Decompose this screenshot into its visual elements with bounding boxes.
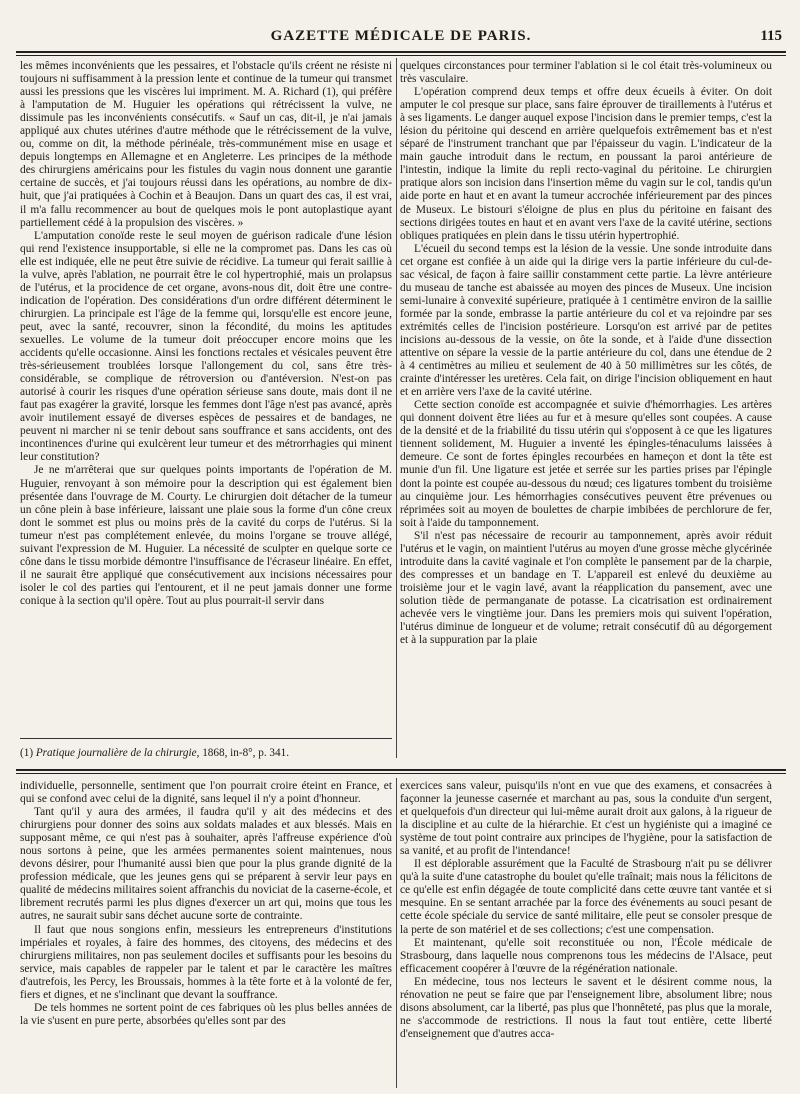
footnote-marker: (1) [20, 747, 34, 759]
article-column-right [400, 60, 772, 760]
paragraph: L'amputation conoïde reste le seul moyen de guérison radicale d'une lésion qui rend l'existence insupportable, si elle ne la compromet pas. Dans les cas où elle est indiquée, elle ne peut être suivie de récidive. La tumeur qui ferait saillie à la vulve, après l'ablation, ne pourrait être le col hypertrophié, mais un prolapsus de l'utérus, et la procidence de cet organe, avons-nous dit, doit être une contre-indication de l'opération. Des considérations d'un ordre différent déterminent le chirurgien. La principale est l'âge de la femme qui, lorsqu'elle est encore jeune, peut, avec la santé, recouvrer, sinon la fécondité, du moins les aptitudes sexuelles. Le volume de la tumeur doit préoccuper encore moins que les accidents qu'elle occasionne. Ainsi les fonctions rectales et vésicales peuvent être très-sérieusement troublées lorsque l'allongement du col, sans être très-considérable, se complique de rétroversion ou d'antéversion. N'est-on pas autorisé à courir les risques d'une opération sérieuse sans doute, mais dont il ne faut pas exagérer la gravité, lorsque les femmes dont l'âge n'est pas avancé, après avoir inutilement essayé de diverses espèces de pessaires et de bandages, ne peuvent ni marcher ni se tenir debout sans souffrance et sans accidents, ont des incontinences d'urine qui exulcèrent leur tumeur et des métrorrhagies qui minent leur constitution? [20, 229, 392, 464]
article-column-left [20, 60, 392, 730]
footnote [20, 747, 390, 759]
paragraph: Il faut que nous songions enfin, messieurs les entrepreneurs d'institutions impériales et royales, à faire des hommes, des citoyens, des médecins et des chirurgiens militaires, non pas seulement dociles et suffisants pour les besoins du service, mais capables de rappeler par le talent et par le caractère les maîtres d'autrefois, les Percy, les Broussais, hommes à la tête forte et à la volonté de fer, fiers et dignes, et ne s'inclinant que devant la souffrance. [20, 923, 392, 1001]
section-rule [16, 769, 786, 771]
feuilleton-column-right [400, 780, 772, 1086]
footnote-rule [20, 738, 392, 739]
page-header [16, 26, 786, 48]
paragraph: quelques circonstances pour terminer l'ablation si le col était très-volumineux ou très vasculaire. [400, 60, 772, 86]
paragraph: Tant qu'il y aura des armées, il faudra qu'il y ait des médecins et des chirurgiens pour donner des soins aux soldats malades et aux blessés. Mais en supposant même, ce qui n'est pas à souhaiter, après l'affreuse expérience d'où nous sortons à peine, que les armées permanentes soient maintenues, nous devons désirer, pour l'humanité aussi bien que pour la plus grande dignité de la profession médicale, que les jeunes gens qui se préparent à servir leur pays en qualité de médecins militaires soient affranchis du noviciat de la caserne-école, et librement recrutés parmi les plus dignes d'exercer un art qui, moins que tous les autres, ne saurait subir sans déchet aucune sorte de contrainte. [20, 806, 392, 923]
paragraph: les mêmes inconvénients que les pessaires, et l'obstacle qu'ils créent ne résiste ni toujours ni suffisamment à la pression lente et continue de la tumeur qui transmet aussi les pressions que les viscères lui impriment. M. A. Richard (1), qui préfère à l'amputation de M. Huguier les opérations qui rétrécissent la vulve, ne dissimule pas les inconvénients consécutifs. « Sauf un cas, dit-il, je n'ai jamais appliqué aux chutes utérines d'autre méthode que le rétrécissement de la vulve, ou, comme on dit, la méthode périnéale, très-communément mise en usage et depuis longtemps en Allemagne et en Angleterre. Les principes de la méthode des chirurgiens américains pour les fistules du vagin nous donnent une garantie certaine de succès, et j'ai toujours réussi dans les opérations, au nombre de dix-huit, que j'ai pratiquées à Cochin et à Beaujon. Dans un quart des cas, il est vrai, il m'a fallu recommencer au bout de quelques mois le pont autoplastique ayant partiellement cédé à la propulsion des viscères. » [20, 60, 392, 229]
paragraph: individuelle, personnelle, sentiment que l'on pourrait croire éteint en France, et qui se confond avec celui de la dignité, sans lequel il n'y a point d'honneur. [20, 780, 392, 806]
page-number: 115 [760, 28, 782, 44]
header-rule-thin [16, 55, 786, 56]
header-rule [16, 51, 786, 53]
paragraph: De tels hommes ne sortent point de ces fabriques où les plus belles années de la vie s'usent en pure perte, absorbées qu'elles sont par des [20, 1001, 392, 1027]
column-divider [396, 58, 397, 758]
paragraph: Il est déplorable assurément que la Faculté de Strasbourg n'ait pu se délivrer qu'à la suite d'une catastrophe du boulet qu'elle traînait; mais nous la félicitons de ce qu'elle est enfin dégagée de toute complicité dans cette œuvre tant vantée et si mesquine. En se sentant arrachée par la force des événements au souci pesant de cette école spéciale du service de santé militaire, elle peut se consoler presque de la perte de son matériel et de ses collections; c'est une compensation. [400, 858, 772, 936]
paragraph: En médecine, tous nos lecteurs le savent et le désirent comme nous, la rénovation ne peut se faire que par l'enseignement libre, absolument libre; nous disons absolument, car la liberté, pas plus que l'honnêteté, pas plus que la morale, ne s'accommode de restrictions. Il nous la faut tout entière, cette liberté d'enseignement que d'autres acca- [400, 975, 772, 1040]
paragraph: Cette section conoïde est accompagnée et suivie d'hémorrhagies. Les artères qui donnent doivent être liées au fur et à mesure qu'elles sont coupées. A cause de la densité et de la friabilité du tissu utérin qui s'opposent à ce que les ligatures tiennent solidement, M. Huguier a inventé les épingles-ténaculums laissées à demeure. Ce sont de fortes épingles recourbées en hameçon et dont la tête est munie d'un fil. Une ligature est jetée et serrée sur les parties prises par l'épingle dont la pointe est coupée au-dessous du nœud; ces ligatures tombent du troisième au cinquième jour. Les hémorrhagies consécutives peuvent être prévenues ou réprimées soit au moyen de boulettes de charpie imbibées de perchlorure de fer, soit à l'aide du tamponnement. [400, 399, 772, 529]
column-divider-bottom [396, 778, 397, 1088]
paragraph: L'opération comprend deux temps et offre deux écueils à éviter. On doit amputer le col presque sur place, sans faire éprouver de tiraillements à l'utérus et à ses ligaments. Le danger auquel expose l'incision dans le premier temps, c'est la lésion du péritoine qui descend en arrière quelquefois extrêmement bas et n'est séparé de l'instrument tranchant que par l'épaisseur du vagin. L'indicateur de la main gauche introduit dans le rectum, en poussant la paroi antérieure de l'intestin, indique la limite du repli recto-vaginal du péritoine. Le chirurgien pratique alors son incision dans l'insertion même du vagin sur le col, tandis qu'un aide porte en haut et en avant la tumeur accrochée inférieurement par des pinces de Museux. Le bistouri s'éloigne de plus en plus du péritoine en faisant des sections dirigées toutes en haut et en avant vers l'axe de la cavité utérine, sections obliques pratiquées en plein dans le tissu utérin hypertrophié. [400, 86, 772, 242]
paragraph: L'écueil du second temps est la lésion de la vessie. Une sonde introduite dans cet organe est confiée à un aide qui la dirige vers la partie inférieure du cul-de-sac vésical, de façon à faire saillir constamment cette partie. La lèvre antérieure du museau de tanche est abaissée au moyen des pinces de Museux. Une incision semi-lunaire à convexité supérieure, pratiquée à 1 centimètre environ de la saillie formée par la sonde, embrasse la partie antérieure du col et va rejoindre par ses extrémités celles de l'incision postérieure. Lorsqu'on est arrivé par de petites incisions au-dessous de la vessie, on ôte la sonde, et à l'aide d'une dissection attentive on sépare la vessie de la partie antérieure du col, dans une étendue de 2 à 4 centimètres au milieu et seulement de 40 à 50 millimètres sur les côtés, de crainte d'intéresser les uretères. Cela fait, on dirige l'incision obliquement en haut et en arrière vers l'axe de la cavité utérine. [400, 242, 772, 399]
paragraph: S'il n'est pas nécessaire de recourir au tamponnement, après avoir réduit l'utérus et le vagin, on maintient l'utérus au moyen d'une grosse mèche glycérinée introduite dans la cavité vaginale et l'on complète le pansement par de la charpie, des compresses et un bandage en T. L'appareil est enlevé du deuxième au troisième jour et le vagin lavé, avant la réapplication du pansement, avec une solution tiède de permanganate de potasse. La cicatrisation est ordinairement achevée vers le vingtième jour. Dans les premiers mois qui suivent l'opération, l'utérus diminue de longueur et de volume; retrait consécutif dû au dégorgement et à la suppuration par la plaie [400, 529, 772, 647]
footnote-title: Pratique journalière de la chirurgie [35, 747, 197, 759]
section-rule-thin [16, 773, 786, 774]
paragraph: exercices sans valeur, puisqu'ils n'ont en vue que des examens, et consacrées à façonner la jeunesse casernée et marchant au pas, sous la conduite d'un sergent, et quelquefois d'un directeur qui lui-même aurait droit aux galons, à la rigueur de la discipline et au culte de la hiérarchie. Et c'est un hygiéniste qui a imaginé ce système de tout point contraire aux principes de l'hygiène, pour la satisfaction de sa vanité, et au profit de l'intendance! [400, 780, 772, 858]
journal-title: GAZETTE MÉDICALE DE PARIS. [270, 28, 532, 44]
paragraph: Et maintenant, qu'elle soit reconstituée ou non, l'École médicale de Strasbourg, dans laquelle nous comprenons tous les médecins de l'Alsace, peut efficacement coopérer à l'œuvre de la régénération nationale. [400, 936, 772, 975]
feuilleton-column-left [20, 780, 392, 1086]
footnote-details: , 1868, in-8°, p. 341. [196, 747, 290, 759]
paragraph: Je ne m'arrêterai que sur quelques points importants de l'opération de M. Huguier, renvoyant à son mémoire pour la description qui est également bien présentée dans l'ouvrage de M. Courty. Le chirurgien doit détacher de la tumeur un cône plein à base inférieure, laissant une plaie sous la forme d'un cône creux dont le sommet est plus ou moins près de la cavité du corps de l'utérus. Si la tumeur n'est pas complétement enlevée, du moins l'organe se trouve allégé, suivant l'expression de M. Huguier. La nécessité de sculpter en quelque sorte ce cône dans le tissu morbide démontre l'insuffisance de l'écraseur linéaire. En effet, il ne saurait être appliqué que consécutivement aux incisions nécessaires pour isoler le col des parties qui l'entourent, et il ne peut jamais donner une forme conique à la section qu'il opère. Tout au plus pourrait-il servir dans [20, 464, 392, 607]
